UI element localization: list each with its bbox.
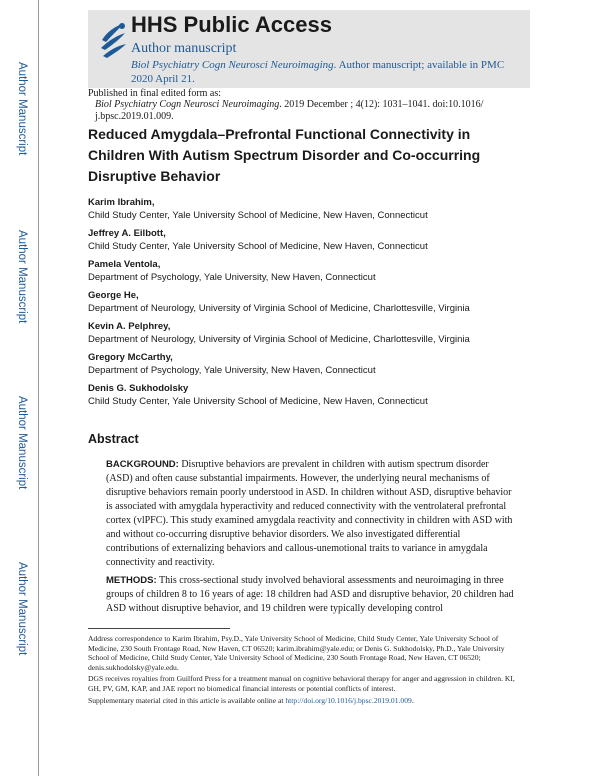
author-entry [88, 352, 528, 383]
author-name: Karim Ibrahim, [88, 197, 155, 208]
published-label: Published in final edited form as: [88, 88, 222, 99]
supplementary-link[interactable]: http://doi.org/10.1016/j.bpsc.2019.01.009 [285, 696, 412, 705]
hhs-header [88, 10, 530, 88]
background-label: BACKGROUND: [106, 459, 179, 470]
author-affiliation: Department of Psychology, Yale University, New Haven, Connecticut [88, 272, 376, 283]
author-entry [88, 228, 528, 259]
hhs-public-access-title: HHS Public Access [131, 12, 332, 37]
background-text: Disruptive behaviors are prevalent in children with autism spectrum disorder (ASD) and often cause substantial impairments. However, the underlying neural mechanisms of disruptive behaviors remain poorly understood in ASD. In children without ASD, disruptive behavior is associated with amygdala hyperactivity and reduced connectivity with the ventrolateral prefrontal cortex (vlPFC). This study examined amygdala reactivity and connectivity in children with ASD with and without co-occurring disruptive behavior disorders. We also investigated differential contributions of externalizing behaviors and callous-unemotional traits to variance in amygdala connectivity and reactivity. [106, 459, 513, 568]
author-affiliation: Child Study Center, Yale University School of Medicine, New Haven, Connecticut [88, 210, 428, 221]
sidebar-label-author-manuscript: Author Manuscript [16, 230, 28, 324]
footnote-supplementary [88, 696, 520, 706]
abstract-heading: Abstract [88, 432, 139, 446]
header-availability: . Author manuscript; available in PMC 2020 April 21. [131, 59, 505, 85]
supplementary-text: Supplementary material cited in this article is available online at [88, 696, 286, 705]
supplementary-end: . [411, 696, 414, 705]
author-name: Kevin A. Pelphrey, [88, 321, 171, 332]
header-journal[interactable]: Biol Psychiatry Cogn Neurosci Neuroimaging [131, 59, 334, 71]
author-name: Gregory McCarthy, [88, 352, 173, 363]
author-entry [88, 197, 528, 228]
author-affiliation: Child Study Center, Yale University School of Medicine, New Haven, Connecticut [88, 241, 428, 252]
author-entry [88, 259, 528, 290]
author-name: Pamela Ventola, [88, 259, 161, 270]
methods-text: This cross-sectional study involved behavioral assessments and neuroimaging in three groups of children 8 to 16 years of age: 18 children had ASD and disruptive behavior, 20 children had ASD without disruptive behavior, and 19 children were typically developing control [106, 575, 514, 614]
published-details: . 2019 December ; 4(12): 1031–1041. doi:10.1016/ j.bpsc.2019.01.009. [95, 99, 484, 122]
author-affiliation: Department of Neurology, University of Virginia School of Medicine, Charlottesville, Virginia [88, 334, 470, 345]
author-entry [88, 290, 528, 321]
author-affiliation: Child Study Center, Yale University School of Medicine, New Haven, Connecticut [88, 396, 428, 407]
author-name: George He, [88, 290, 139, 301]
sidebar-label-author-manuscript: Author Manuscript [16, 62, 28, 156]
sidebar-label-author-manuscript: Author Manuscript [16, 562, 28, 656]
author-list [88, 197, 528, 414]
abstract-methods [106, 574, 514, 616]
article-title: Reduced Amygdala–Prefrontal Functional Connectivity in Children With Autism Spectrum Disorder and Co-occurring Disruptive Behavior [88, 126, 481, 184]
hhs-eagle-logo-icon [98, 18, 128, 60]
footnote-disclosure: DGS receives royalties from Guilford Press for a treatment manual on cognitive behavioral therapy for anger and aggression in children. KI, GH, PV, GM, KAP, and JAE report no biomedical financial interests or potential conflicts of interest. [88, 674, 515, 693]
author-affiliation: Department of Psychology, Yale University, New Haven, Connecticut [88, 365, 376, 376]
author-entry [88, 321, 528, 352]
footnote-correspondence: Address correspondence to Karim Ibrahim, Psy.D., Yale University School of Medicine, Child Study Center, Yale University School of Medicine, 230 South Frontage Road, New Haven, CT 06520; karim.ibrahim@yale.edu; or Denis G. Sukhodolsky, Ph.D., Yale University School of Medicine, Child Study Center, Yale University School of Medicine, 230 South Frontage Road, New Haven, CT 06520; denis.sukhodolsky@yale.edu. [88, 634, 505, 672]
footnote-divider [88, 628, 230, 629]
published-citation [95, 99, 515, 123]
published-journal: Biol Psychiatry Cogn Neurosci Neuroimaging [95, 99, 280, 110]
author-manuscript-label: Author manuscript [131, 41, 237, 56]
author-affiliation: Department of Neurology, University of Virginia School of Medicine, Charlottesville, Virginia [88, 303, 470, 314]
author-entry [88, 383, 528, 414]
sidebar-label-author-manuscript: Author Manuscript [16, 396, 28, 490]
header-citation [131, 58, 523, 86]
author-name: Jeffrey A. Eilbott, [88, 228, 166, 239]
methods-label: METHODS: [106, 575, 157, 586]
abstract-background [106, 458, 514, 570]
author-name: Denis G. Sukhodolsky [88, 383, 189, 394]
sidebar-divider [38, 0, 39, 776]
